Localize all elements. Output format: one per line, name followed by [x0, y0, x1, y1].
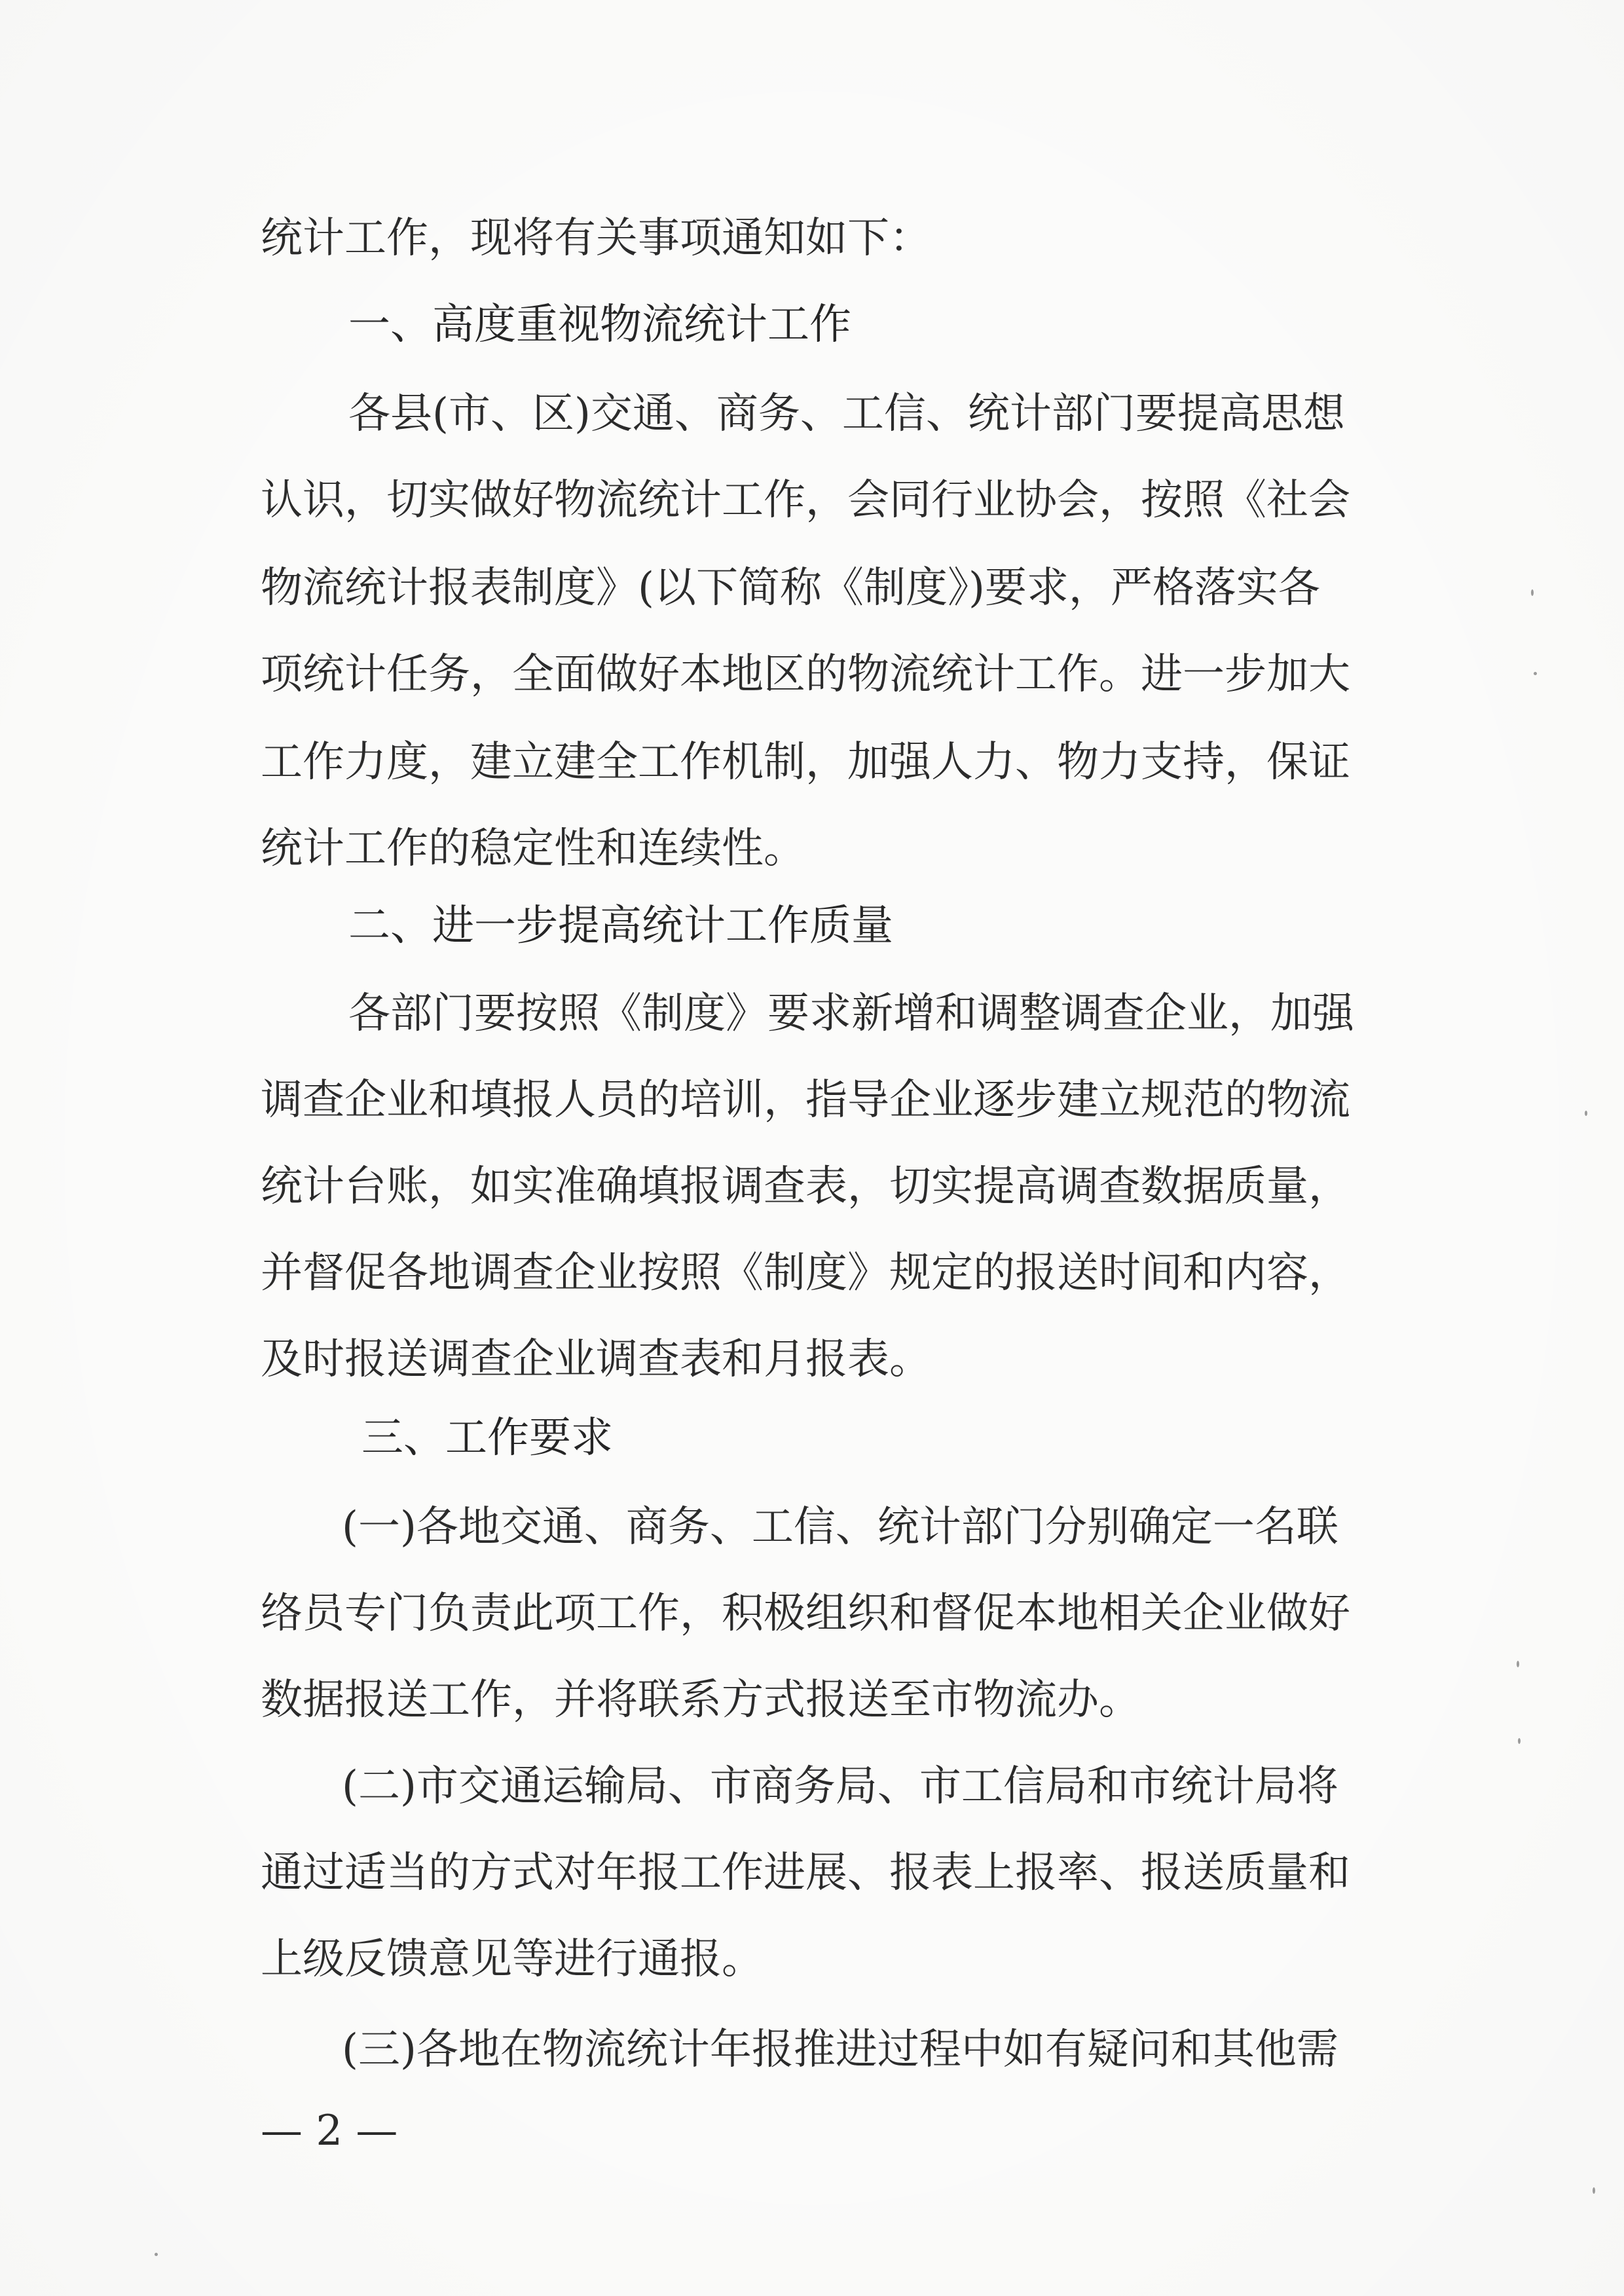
- paragraph-line: 项统计任务，全面做好本地区的物流统计工作。进一步加大: [261, 650, 1350, 699]
- scan-speck: [1517, 1661, 1519, 1667]
- section-heading-1: 一、高度重视物流统计工作: [348, 301, 851, 349]
- paragraph-line: 各部门要按照《制度》要求新增和调整调查企业，加强: [348, 990, 1354, 1038]
- paragraph-line: 工作力度，建立建全工作机制，加强人力、物力支持，保证: [261, 738, 1350, 787]
- paragraph-line: 上级反馈意见等进行通报。: [261, 1935, 764, 1984]
- scan-speck: [155, 2253, 158, 2256]
- paragraph-line: 各县(市、区)交通、商务、工信、统计部门要提高思想: [348, 390, 1345, 438]
- paragraph-line: 统计工作的稳定性和连续性。: [261, 824, 805, 873]
- paragraph-line: 认识，切实做好物流统计工作，会同行业协会，按照《社会: [261, 476, 1350, 525]
- paragraph-line: 通过适当的方式对年报工作进展、报表上报率、报送质量和: [261, 1849, 1350, 1897]
- paragraph-line: (一)各地交通、商务、工信、统计部门分别确定一名联: [342, 1503, 1338, 1551]
- scan-speck: [1518, 1738, 1521, 1744]
- paragraph-line: (三)各地在物流统计年报推进过程中如有疑问和其他需: [342, 2026, 1338, 2074]
- paragraph-line: 调查企业和填报人员的培训，指导企业逐步建立规范的物流: [261, 1076, 1350, 1124]
- paragraph-line: 并督促各地调查企业按照《制度》规定的报送时间和内容，: [261, 1249, 1350, 1297]
- scan-speck: [1593, 2187, 1595, 2194]
- scan-speck: [1534, 672, 1537, 675]
- section-heading-2: 二、进一步提高统计工作质量: [348, 902, 893, 950]
- scan-speck: [1585, 1111, 1587, 1116]
- paragraph-line: 统计台账，如实准确填报调查表，切实提高调查数据质量，: [261, 1162, 1350, 1211]
- paragraph-line: 统计工作，现将有关事项通知如下：: [261, 214, 931, 263]
- section-heading-3: 三、工作要求: [361, 1414, 613, 1462]
- scan-speck: [1531, 589, 1534, 596]
- page-number: — 2 —: [261, 2107, 398, 2155]
- paragraph-line: 数据报送工作，并将联系方式报送至市物流办。: [261, 1676, 1141, 1724]
- paragraph-line: 物流统计报表制度》(以下简称《制度》)要求，严格落实各: [261, 564, 1320, 612]
- paragraph-line: 及时报送调查企业调查表和月报表。: [261, 1335, 931, 1384]
- paragraph-line: (二)市交通运输局、市商务局、市工信局和市统计局将: [342, 1762, 1338, 1811]
- paragraph-line: 络员专门负责此项工作，积极组织和督促本地相关企业做好: [261, 1589, 1350, 1638]
